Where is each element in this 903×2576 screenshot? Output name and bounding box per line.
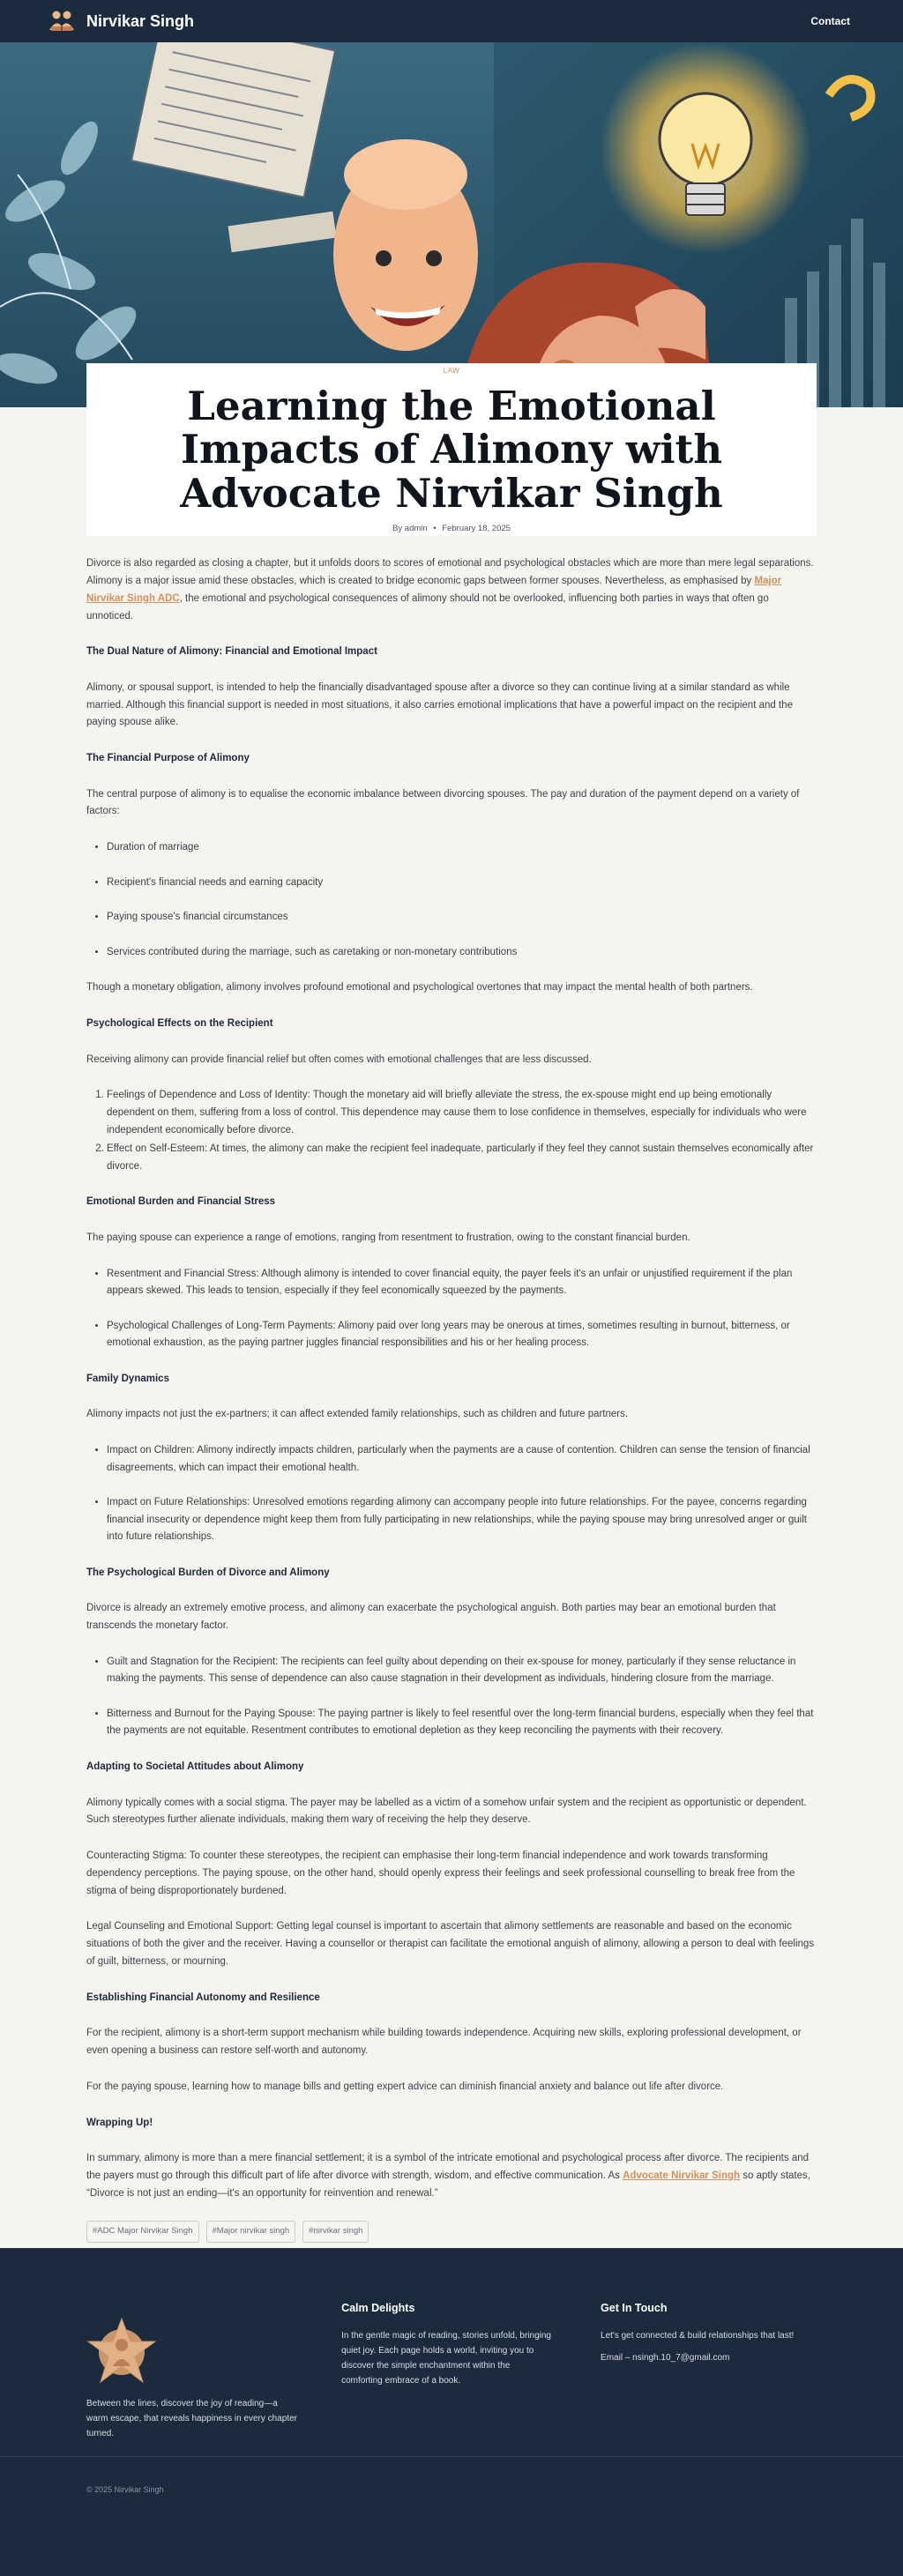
heading-wrapping-up: Wrapping Up! xyxy=(86,2117,153,2128)
nav-contact-link[interactable]: Contact xyxy=(810,14,850,27)
list-item: • Guilt and Stagnation for the Recipient: The recipients can feel guilty about depending on their ex-spouse for money, particularly if they sense reluctance in making the payments. This sense of dependence can also cause stagnation in their development as individuals, hindering closure from the marriage. xyxy=(107,1654,817,1688)
footer-get-in-touch xyxy=(601,2299,817,2456)
wrap-text-1: In summary, alimony is more than a mere financial settlement; it is a symbol of the intricate emotional and psychological process after divorce. The recipients and the payers must go through this difficult part of life after divorce with strength, wisdom, and effective communication. As xyxy=(86,2153,810,2181)
paragraph-financial-purpose: The central purpose of alimony is to equalise the economic imbalance between divorcing spouses. The pay and duration of the payment depend on a variety of factors: xyxy=(86,788,800,817)
paragraph-societal: Alimony typically comes with a social stigma. The payer may be labelled as a victim of a somehow unfair system and the recipient as opportunistic or dependent. Such stereotypes further alienate individuals, making them wary of receiving the help they deserve. xyxy=(86,1797,807,1826)
list-item: • Impact on Future Relationships: Unresolved emotions regarding alimony can accompany people into future relationships. For the payee, concerns regarding financial insecurity or dependence might keep them from fully participating in new relationships, while the paying spouse may bring unresolved anger or guilt into future relationships. xyxy=(107,1494,817,1546)
article-body-wrap xyxy=(86,555,817,2244)
paragraph-wrap xyxy=(86,2150,817,2202)
list-item: • Resentment and Financial Stress: Although alimony is intended to cover financial equity, the payer feels it's an unfair or unjustified requirement if the plan appears skewed. This leads to tension, especially if they feel economically squeezed by the payments. xyxy=(107,1266,817,1300)
heading-family-dynamics: Family Dynamics xyxy=(86,1373,169,1384)
list-item: • Recipient's financial needs and earning capacity xyxy=(107,875,817,892)
footer-about-text: Between the lines, discover the joy of reading—a warm escape, that reveals happiness in every chapter turned. xyxy=(86,2398,298,2438)
heading-psych-effects: Psychological Effects on the Recipient xyxy=(86,1018,273,1030)
tag-link[interactable]: #nirvikar singh xyxy=(302,2221,369,2242)
family-list xyxy=(107,1442,817,1546)
heading-emotional-burden: Emotional Burden and Financial Stress xyxy=(86,1196,276,1208)
wrap-text-2: so aptly states, “Divorce is not just an ending—it's an opportunity for reinvention and renewal.” xyxy=(86,2170,810,2199)
intro-paragraph xyxy=(86,555,817,625)
intro-text-1: Divorce is also regarded as closing a chapter, but it unfolds doors to scores of emotional and psychological obstacles which are more than mere legal separations. Alimony is a major issue amid these obstacles, which is created to bridge economic gaps between former spouses. Nevertheless, as emphasised by xyxy=(86,558,814,586)
heading-dual-nature: The Dual Nature of Alimony: Financial and Emotional Impact xyxy=(86,646,377,658)
site-footer xyxy=(0,2248,903,2576)
heading-divorce-burden: The Psychological Burden of Divorce and Alimony xyxy=(86,1567,330,1578)
footer-calm-delights xyxy=(341,2299,601,2456)
footer-col3-title: Get In Touch xyxy=(601,2301,668,2314)
paragraph-family-dynamics: Alimony impacts not just the ex-partners; it can affect extended family relationships, such as children and future partners. xyxy=(86,1409,629,1420)
list-item: • Bitterness and Burnout for the Paying Spouse: The paying partner is likely to feel resentful over the long-term financial burdens, especially when they feel that the payments are not equitable. Resentment contributes to emotional depletion as they keep reconciling the payments with their recovery. xyxy=(107,1706,817,1740)
intro-text-2: , the emotional and psychological consequences of alimony should not be overlooked, influencing both parties in ways that often go unnoticed. xyxy=(86,592,769,622)
hero-illustration xyxy=(0,42,903,407)
divorce-list xyxy=(107,1654,817,1740)
paragraph-obligation: Though a monetary obligation, alimony involves profound emotional and psychological overtones that may impact the mental health of both partners. xyxy=(86,982,753,994)
footer-email[interactable]: Email – nsingh.10_7@gmail.com xyxy=(601,2352,730,2363)
site-header xyxy=(0,0,903,42)
paragraph-psych-effects: Receiving alimony can provide financial relief but often comes with emotional challenges that are less discussed. xyxy=(86,1053,592,1065)
footer-col2-title: Calm Delights xyxy=(341,2301,415,2314)
star-emblem-icon xyxy=(86,2317,157,2384)
burden-list xyxy=(107,1266,817,1352)
copyright-text: © 2025 Nirvikar Singh xyxy=(86,2484,164,2494)
list-item: • Impact on Children: Alimony indirectly impacts children, particularly when the payments are a cause of contention. Children can sense the tension of financial disagreements, which can impact their emotional health. xyxy=(107,1442,817,1477)
hero-image xyxy=(0,42,903,407)
tag-link[interactable]: #ADC Major Nirvikar Singh xyxy=(86,2221,199,2242)
paragraph-legal-counseling: Legal Counseling and Emotional Support: Getting legal counsel is important to ascertain that alimony settlements are reasonable and based on the economic situations of both the giver and the receiver. Having a counsellor or therapist can facilitate the emotional anguish of alimony, allowing a person to deal with feelings of guilt, bitterness, or mourning. xyxy=(86,1921,815,1967)
site-logo-icon[interactable] xyxy=(46,7,78,35)
tag-link[interactable]: #Major nirvikar singh xyxy=(206,2221,296,2242)
paragraph-divorce-burden: Divorce is already an extremely emotive process, and alimony can exacerbate the psychological anguish. Both parties may bear an emotional burden that transcends the monetary factor. xyxy=(86,1603,776,1632)
article-card xyxy=(86,363,817,536)
site-name[interactable]: Nirvikar Singh xyxy=(86,11,195,30)
list-item: • Psychological Challenges of Long-Term Payments: Alimony paid over long years may be onerous at times, sometimes resulting in burnout, bitterness, or emotional exhaustion, as the paying partner juggles financial responsibilities and his or her healing process. xyxy=(107,1318,817,1352)
author-link[interactable]: admin xyxy=(404,524,428,534)
publish-date: February 18, 2025 xyxy=(442,524,511,534)
meta-separator: • xyxy=(433,524,437,534)
paragraph-autonomy-1: For the recipient, alimony is a short-term support mechanism while building towards independence. Acquiring new skills, exploring professional development, or even opening a business can restore self-worth and autonomy. xyxy=(86,2028,802,2057)
footer-columns xyxy=(0,2248,903,2456)
paragraph-counter-stigma: Counteracting Stigma: To counter these stereotypes, the recipient can emphasise their long-term financial independence and work towards transforming dependency perceptions. The paying spouse, on the other hand, should openly express their feelings and seek professional counselling to break free from the stigma of being disproportionately burdened. xyxy=(86,1850,795,1896)
paragraph-dual-nature: Alimony, or spousal support, is intended to help the financially disadvantaged spouse after a divorce so they can continue living at a similar standard as while married. Although this financial support is needed in most situations, it also carries emotional implications that have a powerful impact on the recipient and the paying spouse alike. xyxy=(86,681,793,728)
list-item: 1. Feelings of Dependence and Loss of Identity: Though the monetary aid will briefly alleviate the stress, the ex-spouse might end up being emotionally dependent on them, suffering from a loss of control. This dependence may cause them to lose confidence in themselves, especially for individuals who were independent economically before divorce. xyxy=(107,1087,817,1139)
heading-autonomy: Establishing Financial Autonomy and Resilience xyxy=(86,1992,320,2003)
brand[interactable] xyxy=(46,7,194,35)
paragraph-emotional-burden: The paying spouse can experience a range of emotions, ranging from resentment to frustration, owing to the constant financial burden. xyxy=(86,1232,690,1243)
footer-about xyxy=(86,2299,341,2456)
byline-prefix: By xyxy=(392,524,403,534)
article-title: Learning the Emotional Impacts of Alimony with Advocate Nirvikar Singh xyxy=(180,382,723,517)
paragraph-autonomy-2: For the paying spouse, learning how to manage bills and getting expert advice can diminish financial anxiety and balance out life after divorce. xyxy=(86,2081,724,2092)
list-item: 2. Effect on Self-Esteem: At times, the alimony can make the recipient feel inadequate, particularly if they feel they cannot sustain themselves economically after divorce. xyxy=(107,1141,817,1175)
tag-list xyxy=(86,2221,817,2244)
article-meta xyxy=(86,522,817,536)
list-item: • Duration of marriage xyxy=(107,839,817,857)
factors-list xyxy=(107,839,817,961)
list-item: • Services contributed during the marriage, such as caretaking or non-monetary contributions xyxy=(107,944,817,962)
psych-list xyxy=(107,1087,817,1175)
heading-societal-attitudes: Adapting to Societal Attitudes about Alimony xyxy=(86,1761,304,1773)
intro-author-link[interactable]: Major Nirvikar Singh ADC xyxy=(86,576,782,604)
wrap-author-link[interactable]: Advocate Nirvikar Singh xyxy=(623,2170,741,2181)
footer-col2-text: In the gentle magic of reading, stories unfold, bringing quiet joy. Each page holds a world, inviting you to discover the simple enchantment within the comforting embrace of a book. xyxy=(341,2330,551,2386)
list-item: • Paying spouse's financial circumstances xyxy=(107,909,817,927)
heading-financial-purpose: The Financial Purpose of Alimony xyxy=(86,753,250,764)
footer-col3-text: Let's get connected & build relationships that last! xyxy=(601,2330,795,2341)
article-content xyxy=(86,555,817,2244)
category-label[interactable]: LAW xyxy=(443,367,460,375)
